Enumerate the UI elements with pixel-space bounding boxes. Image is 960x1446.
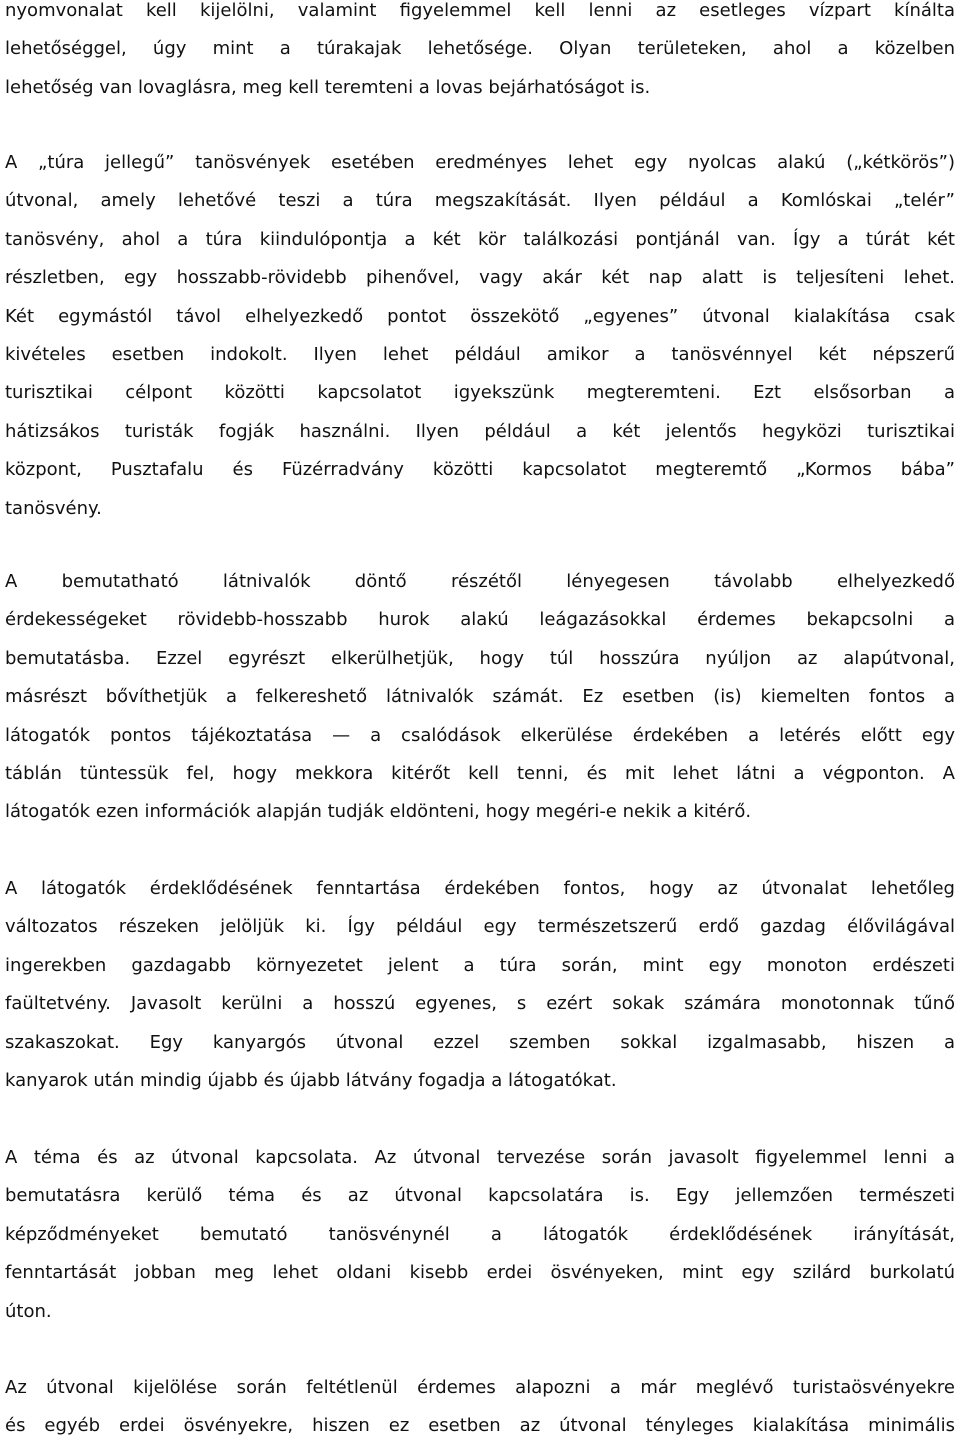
text-line: látogatók pontos tájékoztatása — a csalódások elkerülése érdekében a letérés előtt egy	[5, 724, 955, 746]
text-line: lehetőség van lovaglásra, meg kell teremteni a lovas bejárhatóságot is.	[5, 76, 651, 98]
text-line: tanösvény.	[5, 497, 102, 519]
paragraph-5	[5, 1139, 955, 1331]
text-line: bemutatásba. Ezzel egyrészt elkerülhetjük, hogy túl hosszúra nyúljon az alapútvonal,	[5, 647, 955, 669]
text-line: táblán tüntessük fel, hogy mekkora kitérőt kell tenni, és mit lehet látni a végponton. A	[5, 762, 955, 784]
text-line: A téma és az útvonal kapcsolata. Az útvonal tervezése során javasolt figyelemmel lenni a	[5, 1147, 955, 1168]
text-line: Az útvonal kijelölése során feltétlenül érdemes alapozni a már meglévő turistaösvényekre	[5, 1377, 955, 1398]
text-line: érdekességeket rövidebb-hosszabb hurok alakú leágazásokkal érdemes bekapcsolni a	[5, 609, 955, 631]
text-line: látogatók ezen információk alapján tudják eldönteni, hogy megéri-e nekik a kitérő.	[5, 801, 752, 823]
text-line: A „túra jellegű” tanösvények esetében eredményes lehet egy nyolcas alakú („kétkörös”)	[5, 152, 955, 173]
text-line: tanösvény, ahol a túra kiindulópontja a két kör találkozási pontjánál van. Így a túrát két	[5, 228, 955, 250]
text-line: képződményeket bemutató tanösvénynél a látogatók érdeklődésének irányítását,	[5, 1223, 955, 1245]
paragraph-6	[5, 1369, 955, 1446]
text-line: bemutatásra kerülő téma és az útvonal kapcsolatára is. Egy jellemzően természeti	[5, 1185, 955, 1207]
text-line: útvonal, amely lehetővé teszi a túra megszakítását. Ilyen például a Komlóskai „telér”	[5, 190, 955, 212]
text-line: turisztikai célpont közötti kapcsolatot igyekszünk megteremteni. Ezt elsősorban a	[5, 382, 955, 404]
text-line: szakaszokat. Egy kanyargós útvonal ezzel szemben sokkal izgalmasabb, hiszen a	[5, 1031, 955, 1053]
text-line: változatos részeken jelöljük ki. Így például egy természetszerű erdő gazdag élővilágával	[5, 916, 955, 938]
text-line: ingerekben gazdagabb környezetet jelent a túra során, mint egy monoton erdészeti	[5, 954, 955, 976]
text-line: Két egymástól távol elhelyezkedő pontot összekötő „egyenes” útvonal kialakítása csak	[5, 305, 955, 327]
text-line: másrészt bővíthetjük a felkereshető látnivalók számát. Ez esetben (is) kiemelten fontos a	[5, 686, 955, 708]
text-line: lehetőséggel, úgy mint a túrakajak lehetősége. Olyan területeken, ahol a közelben	[5, 38, 955, 60]
text-line: kanyarok után mindig újabb és újabb látvány fogadja a látogatókat.	[5, 1069, 617, 1091]
text-line: fenntartását jobban meg lehet oldani kisebb erdei ösvényeken, mint egy szilárd burkolatú	[5, 1262, 955, 1284]
text-line: nyomvonalat kell kijelölni, valamint figyelemmel kell lenni az esetleges vízpart kínálta	[5, 0, 955, 21]
text-line: kivételes esetben indokolt. Ilyen lehet például amikor a tanösvénnyel két népszerű	[5, 343, 955, 365]
text-line: faültetvény. Javasolt kerülni a hosszú egyenes, s ezért sokak számára monotonnak tűnő	[5, 993, 955, 1015]
text-line: részletben, egy hosszabb-rövidebb pihenővel, vagy akár két nap alatt is teljesíteni lehet.	[5, 267, 955, 289]
text-line: hátizsákos turisták fogják használni. Ilyen például a két jelentős hegyközi turisztikai	[5, 420, 955, 442]
text-line: A bemutatható látnivalók döntő részétől lényegesen távolabb elhelyezkedő	[5, 571, 955, 592]
paragraph-2	[5, 144, 955, 528]
text-line: úton.	[5, 1300, 52, 1322]
paragraph-4	[5, 870, 955, 1100]
paragraph-3	[5, 563, 955, 832]
paragraph-1	[5, 0, 955, 107]
text-line: A látogatók érdeklődésének fenntartása érdekében fontos, hogy az útvonalat lehetőleg	[5, 878, 955, 899]
text-line: központ, Pusztafalu és Füzérradvány közötti kapcsolatot megteremtő „Kormos bába”	[5, 459, 955, 481]
text-line: és egyéb erdei ösvényekre, hiszen ez esetben az útvonal tényleges kialakítása minimális	[5, 1415, 955, 1437]
